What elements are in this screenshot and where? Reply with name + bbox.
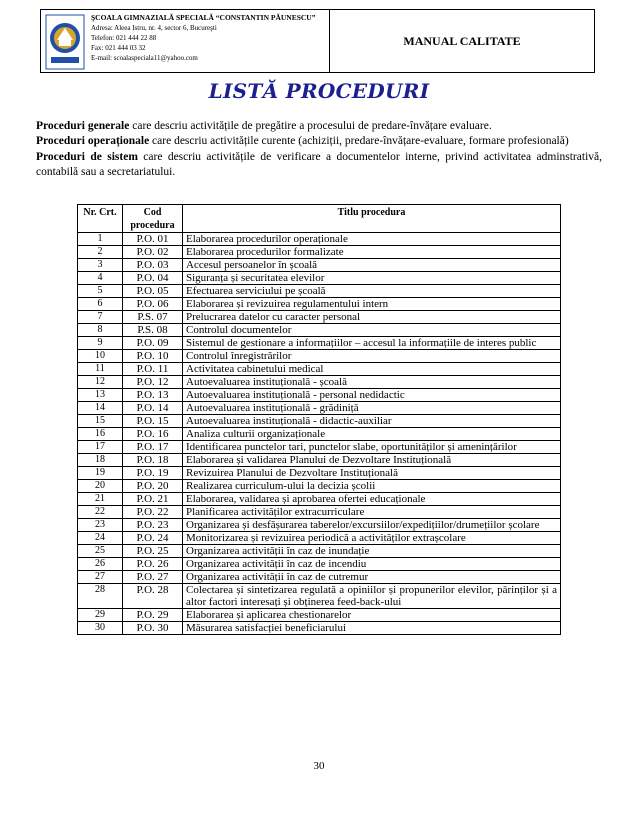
- intro-paragraph: [36, 134, 602, 149]
- procedure-title: Efectuarea serviciului pe școală: [183, 285, 561, 298]
- intro-term: Proceduri de sistem: [36, 150, 138, 163]
- procedure-code: P.O. 16: [123, 428, 183, 441]
- table-row: [78, 233, 561, 246]
- intro-paragraph: [36, 150, 602, 181]
- procedure-code: P.O. 01: [123, 233, 183, 246]
- procedure-code: P.O. 27: [123, 571, 183, 584]
- row-number: 15: [78, 415, 123, 428]
- procedure-title: Organizarea și desfășurarea taberelor/excursiilor/expedițiilor/drumețiilor școlare: [183, 519, 561, 532]
- table-row: [78, 376, 561, 389]
- table-row: [78, 311, 561, 324]
- school-logo-icon: [45, 14, 85, 70]
- table-row: [78, 622, 561, 635]
- procedure-title: Organizarea activității în caz de cutremur: [183, 571, 561, 584]
- row-number: 16: [78, 428, 123, 441]
- procedure-code: P.S. 07: [123, 311, 183, 324]
- document-header: [40, 9, 595, 73]
- procedure-title: Colectarea și sintetizarea regulată a opiniilor și propunerilor elevilor, părinților și a altor factori interesați și obținerea feed-back-ului: [183, 584, 561, 609]
- procedure-title: Controlul înregistrărilor: [183, 350, 561, 363]
- header-titlu: Titlu procedura: [183, 205, 561, 233]
- table-row: [78, 441, 561, 454]
- table-row: [78, 350, 561, 363]
- procedure-code: P.O. 30: [123, 622, 183, 635]
- procedure-title: Revizuirea Planului de Dezvoltare Instituțională: [183, 467, 561, 480]
- row-number: 9: [78, 337, 123, 350]
- row-number: 12: [78, 376, 123, 389]
- procedure-code: P.O. 03: [123, 259, 183, 272]
- row-number: 25: [78, 545, 123, 558]
- procedure-title: Autoevaluarea instituțională - grădiniță: [183, 402, 561, 415]
- table-row: [78, 519, 561, 532]
- procedure-code: P.O. 22: [123, 506, 183, 519]
- procedure-code: P.O. 09: [123, 337, 183, 350]
- row-number: 19: [78, 467, 123, 480]
- procedure-title: Elaborarea și revizuirea regulamentului intern: [183, 298, 561, 311]
- table-row: [78, 532, 561, 545]
- school-fax: Fax: 021 444 03 32: [91, 44, 146, 52]
- procedure-title: Elaborarea procedurilor formalizate: [183, 246, 561, 259]
- procedure-title: Măsurarea satisfacției beneficiarului: [183, 622, 561, 635]
- row-number: 1: [78, 233, 123, 246]
- procedure-code: P.O. 06: [123, 298, 183, 311]
- table-row: [78, 454, 561, 467]
- procedure-code: P.S. 08: [123, 324, 183, 337]
- procedure-code: P.O. 04: [123, 272, 183, 285]
- table-row: [78, 571, 561, 584]
- procedure-code: P.O. 02: [123, 246, 183, 259]
- procedure-code: P.O. 20: [123, 480, 183, 493]
- procedure-code: P.O. 26: [123, 558, 183, 571]
- procedure-title: Organizarea activității în caz de incendiu: [183, 558, 561, 571]
- table-row: [78, 415, 561, 428]
- row-number: 29: [78, 609, 123, 622]
- table-row: [78, 402, 561, 415]
- procedure-title: Organizarea activității în caz de inundație: [183, 545, 561, 558]
- table-row: [78, 389, 561, 402]
- table-row: [78, 259, 561, 272]
- procedure-title: Autoevaluarea instituțională - personal nedidactic: [183, 389, 561, 402]
- row-number: 8: [78, 324, 123, 337]
- procedure-code: P.O. 29: [123, 609, 183, 622]
- row-number: 22: [78, 506, 123, 519]
- table-body: [78, 233, 561, 635]
- table-row: [78, 609, 561, 622]
- intro-section: [36, 119, 602, 181]
- row-number: 27: [78, 571, 123, 584]
- table-row: [78, 493, 561, 506]
- procedure-title: Autoevaluarea instituțională - școală: [183, 376, 561, 389]
- procedure-title: Controlul documentelor: [183, 324, 561, 337]
- manual-label: MANUAL CALITATE: [403, 33, 521, 48]
- row-number: 17: [78, 441, 123, 454]
- row-number: 20: [78, 480, 123, 493]
- procedure-title: Autoevaluarea instituțională - didactic-auxiliar: [183, 415, 561, 428]
- table-row: [78, 467, 561, 480]
- procedure-title: Identificarea punctelor tari, punctelor slabe, oportunităților și amenințărilor: [183, 441, 561, 454]
- intro-text: care descriu activitățile de verificare a documentelor interne, privind activitatea adminstrativă, contabilă sau a secretariatului.: [36, 150, 602, 179]
- procedure-title: Planificarea activităților extracurriculare: [183, 506, 561, 519]
- procedure-title: Realizarea curriculum-ului la decizia școlii: [183, 480, 561, 493]
- row-number: 11: [78, 363, 123, 376]
- row-number: 13: [78, 389, 123, 402]
- procedure-code: P.O. 13: [123, 389, 183, 402]
- school-email: E-mail: scoalaspeciala11@yahoo.com: [91, 54, 198, 62]
- row-number: 5: [78, 285, 123, 298]
- row-number: 28: [78, 584, 123, 609]
- table-row: [78, 545, 561, 558]
- intro-text: care descriu activitățile de pregătire a procesului de predare-învățare evaluare.: [129, 120, 492, 132]
- school-address: Adresa: Aleea Istru, nr. 4, sector 6, Bucureşti: [91, 24, 217, 32]
- procedures-table: [77, 204, 561, 635]
- procedure-code: P.O. 11: [123, 363, 183, 376]
- row-number: 30: [78, 622, 123, 635]
- header-nr: Nr. Crt.: [78, 205, 123, 233]
- procedure-code: P.O. 15: [123, 415, 183, 428]
- procedure-code: P.O. 17: [123, 441, 183, 454]
- table-row: [78, 324, 561, 337]
- row-number: 4: [78, 272, 123, 285]
- intro-paragraph: [36, 119, 602, 134]
- header-cod: Cod procedura: [123, 205, 183, 233]
- page-number: 30: [313, 760, 325, 772]
- school-phone: Telefon: 021 444 22 88: [91, 34, 157, 42]
- table-row: [78, 480, 561, 493]
- procedure-code: P.O. 18: [123, 454, 183, 467]
- procedure-code: P.O. 28: [123, 584, 183, 609]
- row-number: 3: [78, 259, 123, 272]
- procedure-title: Elaborarea și aplicarea chestionarelor: [183, 609, 561, 622]
- procedure-code: P.O. 14: [123, 402, 183, 415]
- procedure-code: P.O. 25: [123, 545, 183, 558]
- row-number: 21: [78, 493, 123, 506]
- header-school-cell: [41, 10, 330, 72]
- procedure-code: P.O. 05: [123, 285, 183, 298]
- row-number: 2: [78, 246, 123, 259]
- procedure-title: Elaborarea și validarea Planului de Dezvoltare Instituțională: [183, 454, 561, 467]
- table-row: [78, 298, 561, 311]
- procedure-title: Siguranța și securitatea elevilor: [183, 272, 561, 285]
- row-number: 24: [78, 532, 123, 545]
- procedure-title: Monitorizarea și revizuirea periodică a activităților extrașcolare: [183, 532, 561, 545]
- row-number: 23: [78, 519, 123, 532]
- procedure-title: Elaborarea, validarea și aprobarea ofertei educaționale: [183, 493, 561, 506]
- table-row: [78, 558, 561, 571]
- table-row: [78, 584, 561, 609]
- procedure-title: Elaborarea procedurilor operaționale: [183, 233, 561, 246]
- procedure-code: P.O. 12: [123, 376, 183, 389]
- row-number: 7: [78, 311, 123, 324]
- intro-text: care descriu activitățile curente (achiziții, predare-învățare-evaluare, formare profesională): [149, 135, 569, 148]
- row-number: 26: [78, 558, 123, 571]
- procedure-code: P.O. 21: [123, 493, 183, 506]
- table-row: [78, 285, 561, 298]
- procedure-code: P.O. 19: [123, 467, 183, 480]
- procedure-title: Activitatea cabinetului medical: [183, 363, 561, 376]
- row-number: 18: [78, 454, 123, 467]
- procedure-code: P.O. 10: [123, 350, 183, 363]
- school-name: ŞCOALA GIMNAZIALĂ SPECIALĂ “CONSTANTIN PĂUNESCU”: [91, 13, 316, 22]
- table-header-row: [78, 205, 561, 233]
- procedure-title: Analiza culturii organizaționale: [183, 428, 561, 441]
- row-number: 10: [78, 350, 123, 363]
- procedure-title: Accesul persoanelor în școală: [183, 259, 561, 272]
- row-number: 14: [78, 402, 123, 415]
- table-row: [78, 506, 561, 519]
- procedure-code: P.O. 24: [123, 532, 183, 545]
- page-title: LISTĂ PROCEDURI: [208, 79, 430, 103]
- row-number: 6: [78, 298, 123, 311]
- school-info: [85, 10, 315, 72]
- table-row: [78, 363, 561, 376]
- table-row: [78, 428, 561, 441]
- procedure-title: Prelucrarea datelor cu caracter personal: [183, 311, 561, 324]
- procedure-title: Sistemul de gestionare a informațiilor – accesul la informațiile de interes public: [183, 337, 561, 350]
- procedure-code: P.O. 23: [123, 519, 183, 532]
- intro-term: Proceduri generale: [36, 120, 130, 132]
- table-row: [78, 337, 561, 350]
- intro-term: Proceduri operaționale: [36, 135, 150, 148]
- table-row: [78, 272, 561, 285]
- table-row: [78, 246, 561, 259]
